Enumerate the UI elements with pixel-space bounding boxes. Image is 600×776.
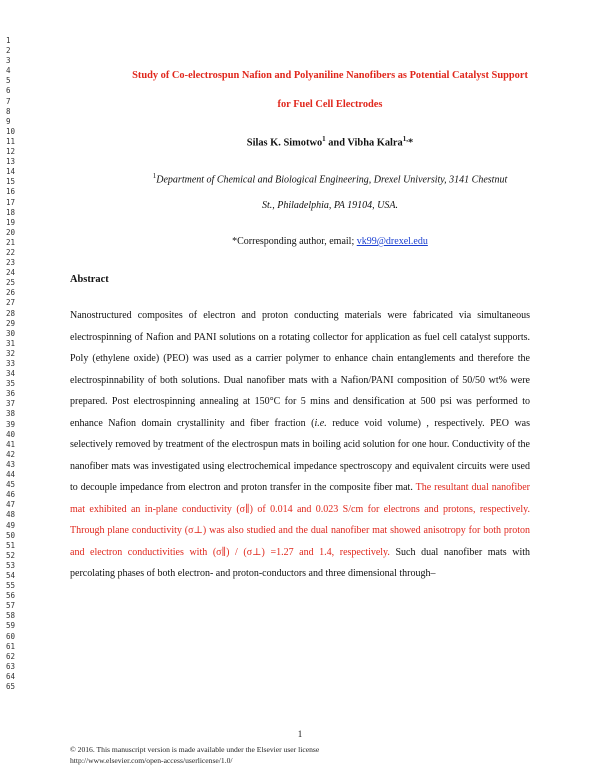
line-number: 26: [6, 288, 16, 298]
license-line-1: © 2016. This manuscript version is made available under the Elsevier user license: [70, 745, 320, 754]
line-number: 46: [6, 490, 16, 500]
line-number: 21: [6, 237, 16, 247]
abstract-intro: Nanostructured composites of electron and proton conducting materials were fabricated via simultaneous electrospinning of Nafion and PANI solutions on a rotating collector for application as fuel cell catalyst supports. Poly (ethylene oxide) (PEO) was used as a carrier polymer to enhance chain entanglements and therefore the electrospinnability of both solutions. Dual nanofiber mats with a Nafion/PANI composition of 50/50 wt% were prepared. Post electrospinning annealing at 150°C for 5 mins and densification at 500 psi was performed to enhance Nafion domain crystallinity and fiber fraction (: [70, 310, 530, 429]
paper-title-line-1: Study of Co-electrospun Nafion and Polyaniline Nanofibers as Potential Catalyst Support: [132, 70, 528, 81]
line-number: 16: [6, 187, 16, 197]
line-number: 1: [6, 36, 11, 45]
line-number: 45: [6, 480, 16, 490]
line-number: 30: [6, 328, 16, 338]
line-number: 3: [6, 56, 11, 66]
line-number: 18: [6, 207, 16, 217]
line-number: 65: [6, 682, 16, 691]
line-number: 57: [6, 601, 16, 611]
line-number: 53: [6, 560, 16, 570]
abstract-body: [70, 305, 530, 585]
line-number: 10: [6, 126, 16, 136]
line-number: 43: [6, 459, 16, 469]
line-number: 2: [6, 46, 11, 56]
authors: [60, 135, 600, 148]
line-number: 41: [6, 439, 16, 449]
license-notice: [70, 745, 319, 766]
line-number: 62: [6, 651, 16, 661]
license-url[interactable]: http://www.elsevier.com/open-access/userlicense/1.0/: [70, 755, 233, 765]
author-1: Silas K. Simotwo: [246, 137, 323, 149]
corresponding-author: [60, 236, 600, 247]
line-number: 12: [6, 147, 16, 157]
line-number: 15: [6, 177, 16, 187]
line-number: 56: [6, 591, 16, 601]
author-conjunction: and: [325, 137, 348, 149]
line-number: 64: [6, 671, 16, 681]
line-number: 36: [6, 389, 16, 399]
line-number: 50: [6, 530, 16, 540]
line-number: 19: [6, 217, 16, 227]
corresponding-mark: *: [407, 137, 414, 149]
line-number: 6: [6, 86, 11, 96]
abstract-ie: i.e.: [314, 417, 327, 429]
line-number: 13: [6, 157, 16, 167]
line-number: 22: [6, 247, 16, 257]
line-number: 23: [6, 258, 16, 268]
line-number: 40: [6, 429, 16, 439]
page-number: 1: [297, 729, 303, 739]
line-number: 7: [6, 96, 11, 106]
line-number: 42: [6, 449, 16, 459]
line-number: 63: [6, 661, 16, 671]
line-number: 28: [6, 308, 16, 318]
line-number: 59: [6, 621, 16, 631]
line-number: 60: [6, 631, 16, 641]
line-number: 52: [6, 550, 16, 560]
author-2-affiliation-mark: 1,: [402, 135, 408, 143]
line-number: 17: [6, 197, 16, 207]
line-number: 24: [6, 268, 16, 278]
line-number: 8: [6, 106, 11, 116]
author-2: Vibha Kalra: [347, 137, 403, 149]
email-link[interactable]: vk99@drexel.edu: [356, 236, 428, 247]
line-number: 51: [6, 540, 16, 550]
line-number: 35: [6, 379, 16, 389]
line-number: 31: [6, 338, 16, 348]
affiliation-line-2: St., Philadelphia, PA 19104, USA.: [261, 200, 398, 211]
line-number: 44: [6, 470, 16, 480]
line-number: 55: [6, 581, 16, 591]
line-number: 29: [6, 318, 16, 328]
line-number: 39: [6, 419, 16, 429]
paper-title-line-2: for Fuel Cell Electrodes: [277, 99, 383, 110]
abstract-outro: Such dual nanofiber mats with percolating phases of both electron- and proton-conductors and three dimensional through–: [70, 546, 530, 579]
line-number: 58: [6, 611, 16, 621]
abstract-heading: Abstract: [70, 274, 109, 285]
line-number: 61: [6, 641, 16, 651]
abstract-highlighted-results: The resultant dual nanofiber mat exhibited an in-plane conductivity (σ∥) of 0.014 and 0.023 S/cm for electrons and protons, respectively. Through plane conductivity (σ⊥) was also studied and the dual nanofiber mat showed anisotropy for both proton and electron conductivities with (σ∥) / (σ⊥) =1.27 and 1.4, respectively.: [70, 482, 531, 558]
line-number: 32: [6, 348, 16, 358]
line-number: 5: [6, 76, 11, 86]
line-number: 47: [6, 500, 16, 510]
line-number: 20: [6, 227, 16, 237]
line-number: 14: [6, 167, 16, 177]
line-number: 27: [6, 298, 16, 308]
line-number: 37: [6, 399, 16, 409]
line-number: 4: [6, 66, 11, 76]
corresponding-label: *Corresponding author, email;: [232, 236, 357, 247]
line-number: 11: [6, 136, 16, 146]
line-number: 25: [6, 278, 16, 288]
affiliation-mark: 1: [152, 172, 157, 180]
line-numbers: [6, 36, 36, 692]
affiliation-line-1: [60, 172, 600, 185]
author-1-affiliation-mark: 1: [322, 135, 326, 143]
line-number: 48: [6, 510, 16, 520]
line-number: 38: [6, 409, 16, 419]
line-number: 34: [6, 369, 16, 379]
line-number: 9: [6, 116, 11, 126]
line-number: 54: [6, 570, 16, 580]
line-number: 33: [6, 359, 16, 368]
affiliation-text-1: Department of Chemical and Biological Engineering, Drexel University, 3141 Chestnut: [156, 174, 508, 186]
abstract-intro-2: reduce void volume) , respectively. PEO was selectively removed by treatment of the electrospun mats in boiling acid solution for one hour. Conductivity of the nanofiber mats was investigated using electrochemical impedance spectroscopy and equivalent circuits were used to decouple impedance from electron and proton transfer in the composite fiber mat.: [70, 417, 531, 493]
line-number: 49: [6, 520, 16, 530]
